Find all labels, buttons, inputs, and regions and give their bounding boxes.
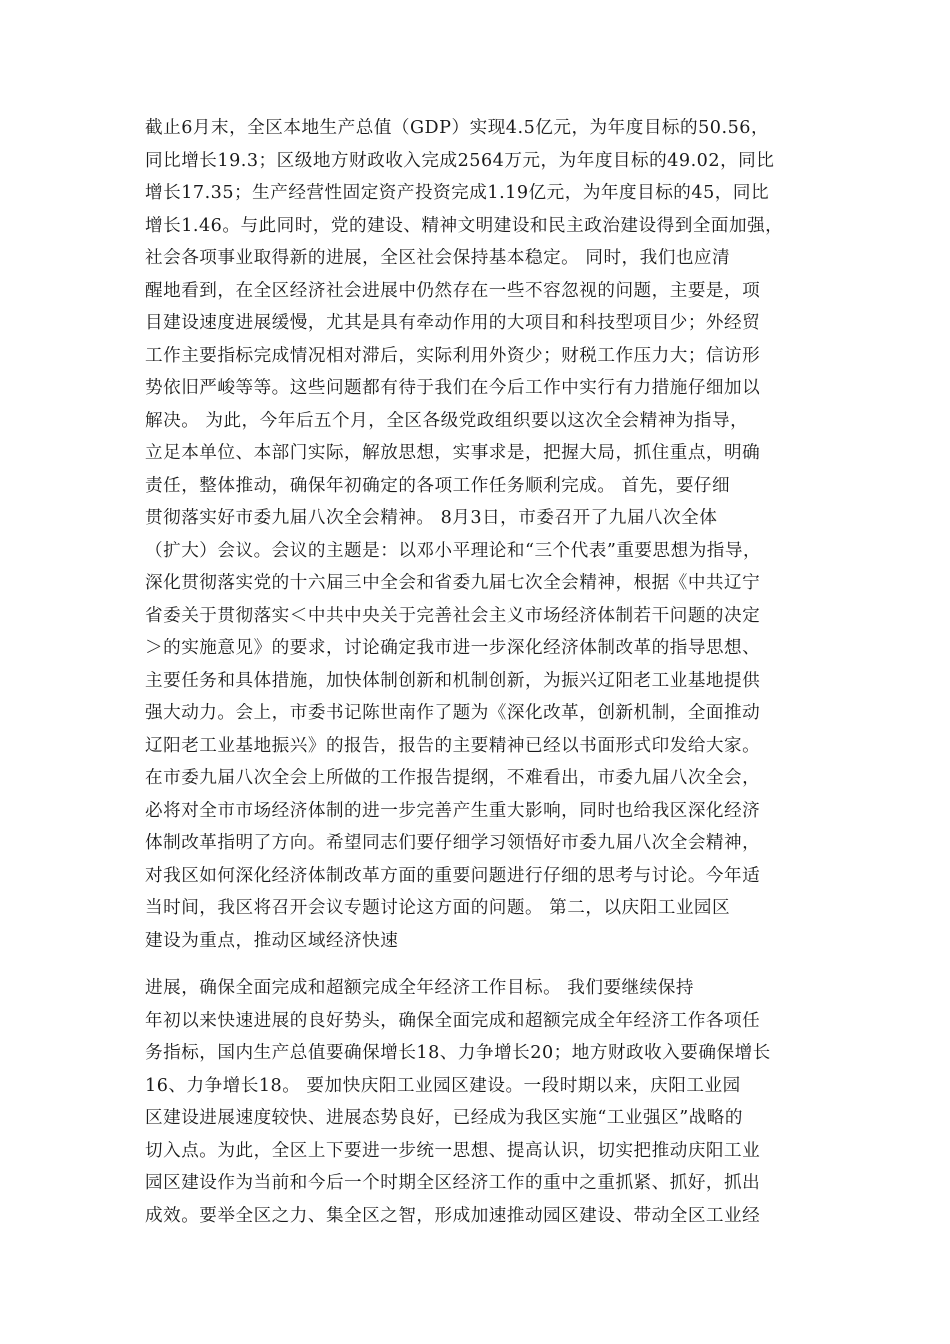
text-line: 进展，确保全面完成和超额完成全年经济工作目标。 我们要继续保持 [145, 978, 694, 998]
text-line: 同比增长19.3；区级地方财政收入完成2564万元，为年度目标的49.02，同比 [145, 150, 775, 171]
text-line: 必将对全市市场经济体制的进一步完善产生重大影响，同时也给我区深化经济 [145, 800, 761, 821]
text-line: 工作主要指标完成情况相对滞后，实际利用外资少；财税工作压力大；信访形 [145, 345, 761, 366]
text-line: 园区建设作为当前和今后一个时期全区经济工作的重中之重抓紧、抓好，抓出 [145, 1173, 761, 1193]
text-line: ＞的实施意见》的要求，讨论确定我市进一步深化经济体制改革的指导思想、 [145, 638, 761, 658]
text-line: 增长17.35；生产经营性固定资产投资完成1.19亿元，为年度目标的45，同比 [145, 183, 770, 203]
text-line: 势依旧严峻等等。这些问题都有待于我们在今后工作中实行有力措施仔细加以 [145, 378, 761, 398]
text-line: 辽阳老工业基地振兴》的报告，报告的主要精神已经以书面形式印发给大家。 [145, 735, 761, 756]
text-line: 目建设速度进展缓慢，尤其是具有牵动作用的大项目和科技型项目少；外经贸 [145, 313, 761, 333]
paragraph-block-2 [145, 972, 810, 1232]
text-line: （扩大）会议。会议的主题是：以邓小平理论和“三个代表”重要思想为指导， [145, 540, 762, 561]
text-line: 增长1.46。与此同时，党的建设、精神文明建设和民主政治建设得到全面加强， [145, 215, 784, 236]
text-line: 截止6月末，全区本地生产总值（GDP）实现4.5亿元，为年度目标的50.56， [145, 118, 770, 138]
text-line: 责任，整体推动，确保年初确定的各项工作任务顺利完成。 首先，要仔细 [145, 475, 731, 496]
text-line: 区建设进展速度较快、进展态势良好，已经成为我区实施“工业强区”战略的 [145, 1108, 743, 1128]
text-line: 成效。要举全区之力、集全区之智，形成加速推动园区建设、带动全区工业经 [145, 1205, 761, 1226]
text-line: 贯彻落实好市委九届八次全会精神。 8月3日，市委召开了九届八次全体 [145, 508, 718, 528]
text-line: 主要任务和具体措施，加快体制创新和机制创新，为振兴辽阳老工业基地提供 [145, 670, 761, 691]
text-line: 在市委九届八次全会上所做的工作报告提纲，不难看出，市委九届八次全会， [145, 768, 761, 788]
text-line: 深化贯彻落实党的十六届三中全会和省委九届七次全会精神，根据《中共辽宁 [145, 573, 761, 593]
text-line: 务指标，国内生产总值要确保增长18、力争增长20；地方财政收入要确保增长 [145, 1043, 771, 1063]
text-line: 立足本单位、本部门实际，解放思想，实事求是，把握大局，抓住重点，明确 [145, 443, 761, 463]
text-line: 16、力争增长18。 要加快庆阳工业园区建设。一段时期以来，庆阳工业园 [145, 1075, 741, 1096]
text-line: 切入点。为此，全区上下要进一步统一思想、提高认识，切实把推动庆阳工业 [145, 1140, 761, 1161]
text-line: 强大动力。会上，市委书记陈世南作了题为《深化改革，创新机制，全面推动 [145, 703, 761, 723]
paragraph-block-1 [145, 112, 810, 957]
text-line: 省委关于贯彻落实＜中共中央关于完善社会主义市场经济体制若干问题的决定 [145, 605, 761, 626]
text-line: 解决。 为此，今年后五个月，全区各级党政组织要以这次全会精神为指导， [145, 410, 749, 431]
text-line: 醒地看到，在全区经济社会进展中仍然存在一些不容忽视的问题，主要是，项 [145, 280, 761, 301]
text-line: 对我区如何深化经济体制改革方面的重要问题进行仔细的思考与讨论。今年适 [145, 865, 761, 886]
text-line: 体制改革指明了方向。希望同志们要仔细学习领悟好市委九届八次全会精神， [145, 833, 761, 853]
text-line: 建设为重点，推动区域经济快速 [145, 930, 399, 951]
text-line: 社会各项事业取得新的进展，全区社会保持基本稳定。 同时，我们也应清 [145, 248, 731, 268]
text-line: 当时间，我区将召开会议专题讨论这方面的问题。 第二，以庆阳工业园区 [145, 898, 731, 918]
text-line: 年初以来快速进展的良好势头，确保全面完成和超额完成全年经济工作各项任 [145, 1010, 761, 1031]
